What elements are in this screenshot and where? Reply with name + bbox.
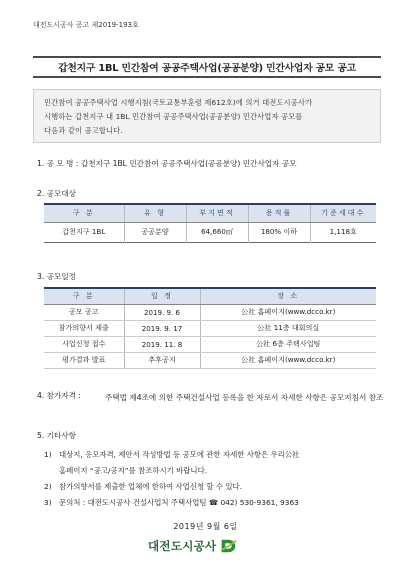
table-cell: 64,660㎡ (186, 222, 248, 242)
table-header: 유 형 (124, 204, 186, 222)
section-schedule-heading: 3. 공모일정 (37, 272, 77, 281)
table-row (44, 304, 376, 320)
section-target-heading: 2. 공모대상 (37, 189, 77, 198)
logo-text: 대전도시공사 (148, 539, 217, 553)
table-header-row (44, 204, 376, 222)
table-cell: 2019. 9. 6 (124, 304, 200, 320)
table-cell: 公社 홈페이지(www.dcco.kr) (200, 304, 376, 320)
table-cell: 公社 6층 주택사업팀 (200, 336, 376, 352)
organization-logo (148, 537, 237, 555)
table-row (44, 336, 376, 352)
notice-date: 2019년 9월 6일 (173, 522, 238, 531)
table-cell: 공모 공고 (44, 304, 124, 320)
table-header: 구 분 (44, 288, 124, 304)
table-cell: 公社 11층 대회의실 (200, 320, 376, 336)
list-item (44, 479, 384, 495)
table-header: 구 분 (44, 204, 124, 222)
table-header: 기준세대수 (310, 204, 376, 222)
list-item-continuation: 홈페이지 “공고/공지”를 참조하시기 바랍니다. (59, 466, 208, 475)
table-cell: 참가의향서 제출 (44, 320, 124, 336)
intro-line: 다음과 같이 공고합니다. (44, 126, 123, 135)
intro-line: 시행하는 갑천지구 내 1BL 민간참여 공공주택사업(공공분양) 민간사업자 공모를 (44, 112, 303, 121)
list-item-text: 참가의향서를 제출한 업체에 한하여 사업신청 할 수 있다. (59, 482, 243, 491)
table-header: 일 정 (124, 288, 200, 304)
logo-mark-icon (219, 537, 237, 555)
list-item (44, 495, 384, 511)
table-cell: 2019. 9. 17 (124, 320, 200, 336)
table-cell: 공공분양 (124, 222, 186, 242)
section-etc-heading: 5. 기타사항 (37, 431, 77, 440)
intro-box (33, 89, 381, 143)
section-qualification-label: 4. 참가자격 : (37, 391, 81, 400)
page-title: 갑천지구 1BL 민간참여 공공주택사업(공공분양) 민간사업자 공모 공고 (58, 63, 356, 74)
section-contest-name: 1. 공 모 명 : 갑천지구 1BL 민간참여 공공주택사업(공공분양) 민간사업자 공모 (37, 159, 297, 168)
table-cell: 公社 홈페이지(www.dcco.kr) (200, 352, 376, 368)
table-row (44, 222, 376, 242)
table-cell: 추후공지 (124, 352, 200, 368)
table-header: 장 소 (200, 288, 376, 304)
title-box (33, 56, 381, 78)
table-cell: 180% 이하 (248, 222, 310, 242)
table-cell: 2019. 11. 8 (124, 336, 200, 352)
list-item (44, 447, 384, 463)
table-header: 부지면적 (186, 204, 248, 222)
etc-list (44, 447, 384, 511)
table-cell: 사업신청 접수 (44, 336, 124, 352)
intro-line: 민간참여 공공주택사업 시행지침(국토교통부훈령 제612호)에 의거 대전도시공사가 (44, 98, 313, 107)
list-item-number: 1) (44, 450, 52, 459)
notice-number: 대전도시공사 공고 제2019-193호 (33, 21, 139, 29)
table-cell: 1,118호 (310, 222, 376, 242)
table-row (44, 352, 376, 368)
section-qualification-text: 주택법 제4조에 의한 주택건설사업 등록을 한 자로서 자세한 사항은 공모지침서 참조 (105, 393, 384, 402)
table-cell: 갑천지구 1BL (62, 227, 106, 236)
table-header: 용적률 (248, 204, 310, 222)
target-table (44, 203, 376, 243)
list-item-number: 2) (44, 482, 52, 491)
list-item-number: 3) (44, 498, 52, 507)
table-row (44, 320, 376, 336)
table-cell: 평가결과 발표 (44, 352, 124, 368)
schedule-table (44, 287, 376, 369)
list-item-text: 문의처 : 대전도시공사 건설사업처 주택사업팀 ☎ 042) 530-9361, 9363 (59, 498, 299, 507)
table-header-row (44, 288, 376, 304)
list-item-text: 대상지, 응모자격, 제안서 작성방법 등 공모에 관한 자세한 사항은 우리公社 (59, 450, 300, 459)
